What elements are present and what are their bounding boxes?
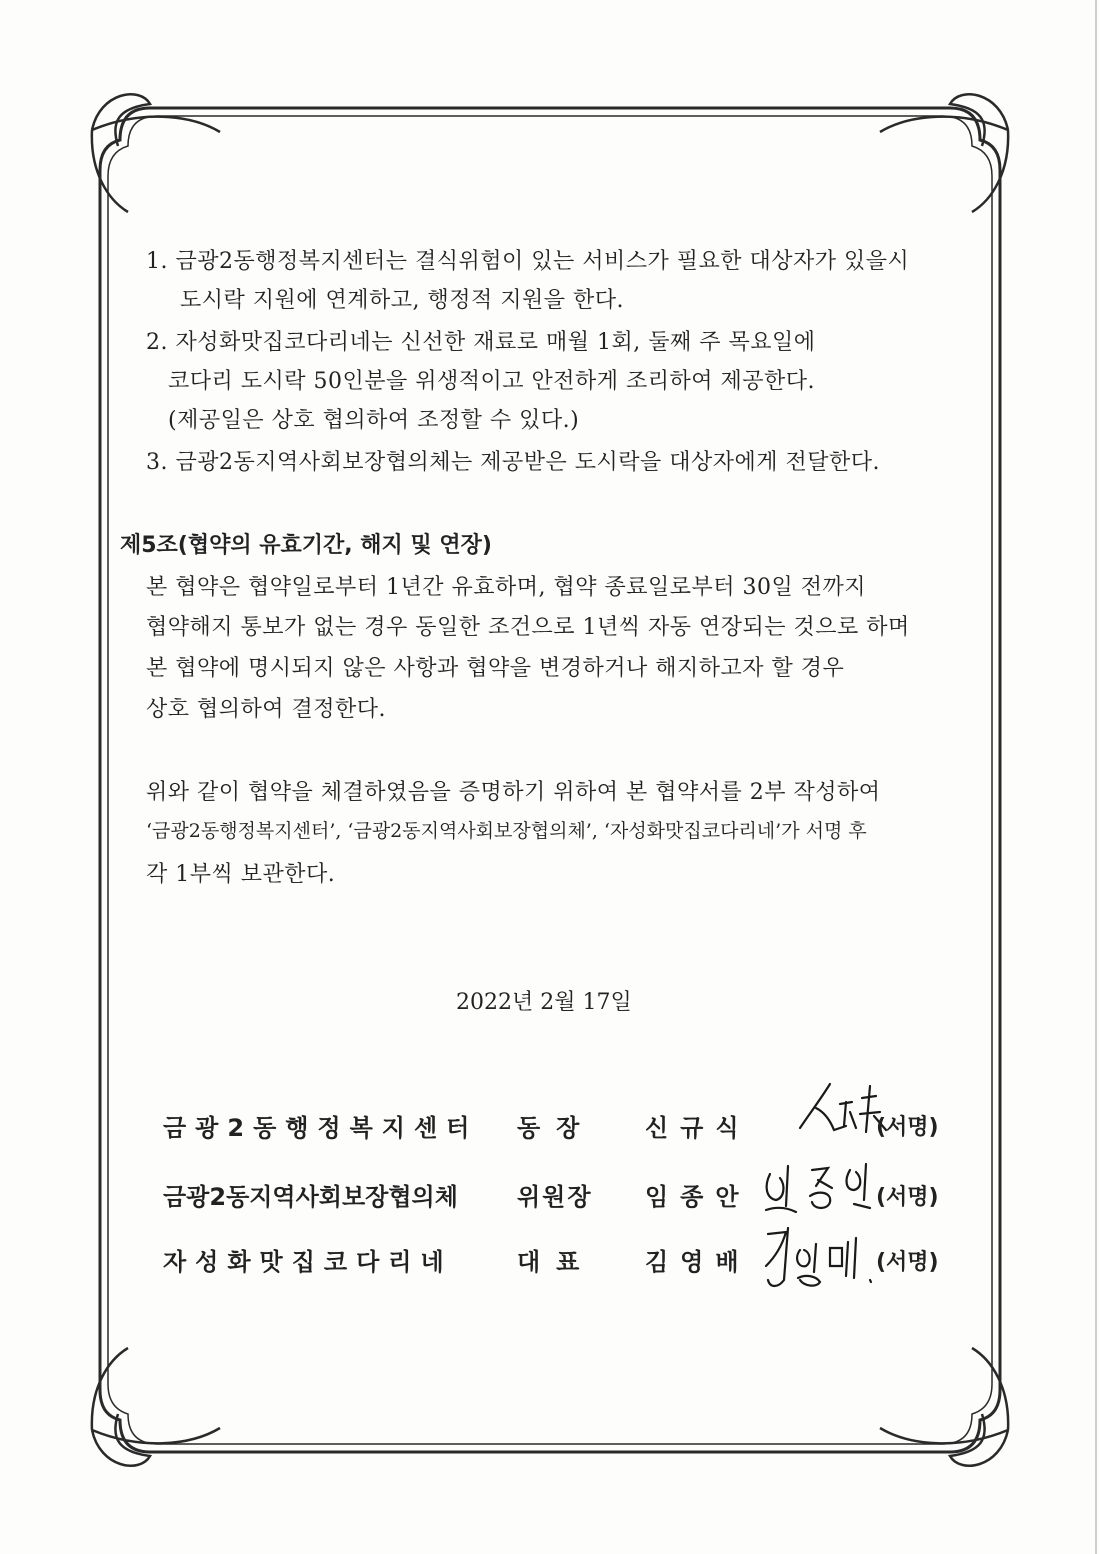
signatory-1-title: 동장 [517, 1114, 596, 1142]
article-5-line-4: 상호 협의하여 결정한다. [146, 697, 387, 722]
article-5-heading: 제5조(협약의 유효기간, 해지 및 연장) [120, 533, 492, 558]
signatory-1-name: 신규식 [645, 1114, 751, 1142]
item-2-line-1: 2. 자성화맛집코다리네는 신선한 재료로 매월 1회, 둘째 주 목요일에 [146, 330, 816, 355]
signatory-3-mark: (서명) [876, 1250, 939, 1275]
signatory-2-title: 위원장 [517, 1183, 593, 1211]
signatory-1-mark: (서명) [876, 1115, 939, 1140]
signatory-2-name: 임종안 [645, 1183, 751, 1211]
closing-line-1: 위와 같이 협약을 체결하였음을 증명하기 위하여 본 협약서를 2부 작성하여 [146, 780, 881, 805]
signatory-3-org: 자성화맛집코다리네 [163, 1248, 453, 1276]
signatory-3-title: 대표 [517, 1248, 596, 1276]
item-2-line-3: (제공일은 상호 협의하여 조정할 수 있다.) [168, 408, 580, 433]
signatory-1-org: 금광2동행정복지센터 [163, 1114, 479, 1142]
article-5-line-1: 본 협약은 협약일로부터 1년간 유효하며, 협약 종료일로부터 30일 전까지 [146, 575, 866, 600]
closing-line-3: 각 1부씩 보관한다. [146, 862, 336, 887]
closing-line-2: ‘금광2동행정복지센터’, ‘금광2동지역사회보장협의체’, ‘자성화맛집코다리네’가 서명 후 [146, 820, 867, 842]
item-3-line-1: 3. 금광2동지역사회보장협의체는 제공받은 도시락을 대상자에게 전달한다. [146, 450, 881, 475]
agreement-date: 2022년 2월 17일 [456, 990, 632, 1015]
item-2-line-2: 코다리 도시락 50인분을 위생적이고 안전하게 조리하여 제공한다. [168, 369, 816, 394]
signatory-2-mark: (서명) [876, 1185, 939, 1210]
signature-3-icon [760, 1222, 885, 1298]
signatory-2-org: 금광2동지역사회보장협의체 [163, 1183, 458, 1211]
item-1-line-1: 1. 금광2동행정복지센터는 결식위험이 있는 서비스가 필요한 대상자가 있을시 [146, 249, 910, 274]
signatory-3-name: 김영배 [645, 1248, 751, 1276]
signature-2-icon [758, 1156, 888, 1218]
article-5-line-3: 본 협약에 명시되지 않은 사항과 협약을 변경하거나 해지하고자 할 경우 [146, 656, 845, 681]
article-5-line-2: 협약해지 통보가 없는 경우 동일한 조건으로 1년씩 자동 연장되는 것으로 하며 [146, 615, 910, 640]
item-1-line-2: 도시락 지원에 연계하고, 행정적 지원을 한다. [180, 288, 624, 313]
